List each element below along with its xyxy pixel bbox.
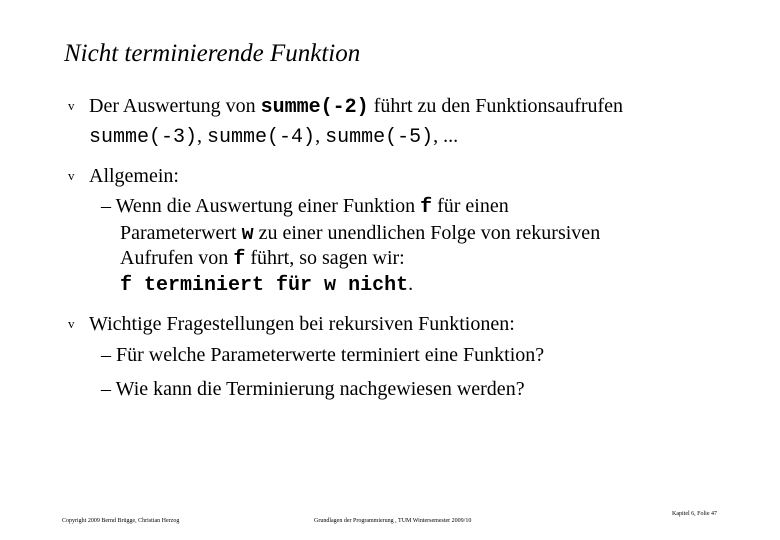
slide-title: Nicht terminierende Funktion bbox=[64, 40, 361, 67]
code: summe(-5) bbox=[325, 126, 434, 149]
bullet-2-sub-line-1 bbox=[101, 194, 509, 220]
text: , bbox=[197, 125, 208, 147]
code: summe(-2) bbox=[260, 96, 369, 119]
bullet-2-sub-line-3 bbox=[120, 246, 405, 272]
bullet-diamond-icon: v bbox=[68, 168, 75, 183]
code: w bbox=[241, 223, 254, 246]
code: summe(-4) bbox=[207, 126, 316, 149]
bullet-3-sub-2: – Wie kann die Terminierung nachgewiesen werden? bbox=[101, 378, 525, 400]
bullet-2-label: Allgemein: bbox=[89, 165, 179, 187]
text: , ... bbox=[433, 125, 459, 147]
text: für einen bbox=[432, 195, 509, 217]
footer-slide-number: Kapitel 6, Folie 47 bbox=[672, 511, 717, 517]
text: – Wenn die Auswertung einer Funktion bbox=[101, 195, 421, 217]
text: Der Auswertung von bbox=[89, 95, 261, 117]
footer-copyright: Copyright 2009 Bernd Brügge, Christian Herzog bbox=[62, 518, 180, 524]
code: terminiert für bbox=[132, 274, 325, 297]
text: zu einer unendlichen Folge von rekursiven bbox=[253, 222, 601, 244]
code: w bbox=[324, 274, 337, 297]
bullet-3-sub-1: – Für welche Parameterwerte terminiert eine Funktion? bbox=[101, 344, 545, 366]
text: führt, so sagen wir: bbox=[245, 247, 405, 269]
text: Parameterwert bbox=[120, 222, 242, 244]
bullet-diamond-icon: v bbox=[68, 316, 75, 331]
code: f bbox=[120, 274, 133, 297]
footer-course: Grundlagen der Programmierung , TUM Wintersemester 2009/10 bbox=[314, 518, 472, 524]
text: , bbox=[315, 125, 326, 147]
bullet-1-line-2 bbox=[89, 124, 458, 150]
bullet-2-sub-line-4 bbox=[120, 272, 413, 298]
bullet-1-line-1 bbox=[89, 94, 623, 120]
text: . bbox=[408, 273, 414, 295]
bullet-diamond-icon: v bbox=[68, 98, 75, 113]
text: Aufrufen von bbox=[120, 247, 234, 269]
text: führt zu den Funktionsaufrufen bbox=[368, 95, 624, 117]
code: nicht bbox=[336, 274, 409, 297]
code: f bbox=[420, 196, 433, 219]
bullet-3-label: Wichtige Fragestellungen bei rekursiven Funktionen: bbox=[89, 313, 515, 335]
code: summe(-3) bbox=[89, 126, 198, 149]
bullet-2-sub-line-2 bbox=[120, 221, 600, 247]
code: f bbox=[233, 248, 246, 271]
